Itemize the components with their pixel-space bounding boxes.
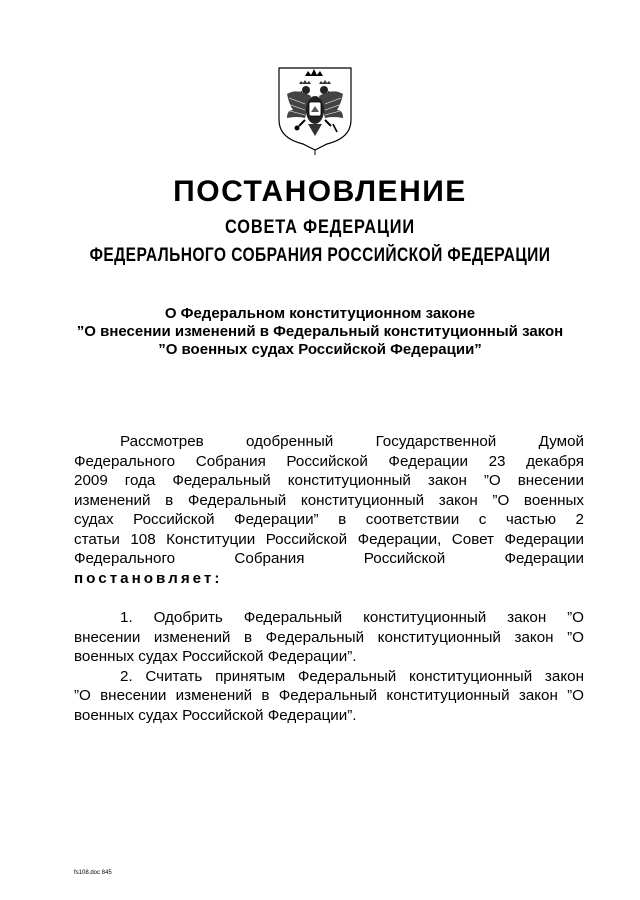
- intro-line: статьи 108 Конституции Российской Федерации, Совет Федерации: [74, 530, 584, 548]
- coat-of-arms-emblem: [275, 64, 355, 156]
- decision-item-2: [74, 667, 584, 726]
- document-subject: [0, 305, 640, 359]
- intro-line: судах Российской Федерации” в соответствии с частью 2: [74, 511, 584, 528]
- intro-line: Федерального Собрания Российской Федерации 23 декабря: [74, 452, 584, 470]
- intro-line: изменений в Федеральный конституционный закон ”О военных: [74, 491, 584, 509]
- intro-line: 2009 года Федеральный конституционный закон ”О внесении: [74, 472, 584, 489]
- organization-line-2: ФЕДЕРАЛЬНОГО СОБРАНИЯ РОССИЙСКОЙ ФЕДЕРАЦИИ: [89, 245, 551, 266]
- subject-line-1: О Федеральном конституционном законе: [164, 305, 476, 322]
- item1-line: военных судах Российской Федерации”.: [74, 648, 357, 665]
- decree-word: постановляет:: [74, 569, 223, 587]
- item1-line: внесении изменений в Федеральный конституционный закон ”О: [74, 628, 584, 646]
- item1-line: 1. Одобрить Федеральный конституционный закон ”О: [120, 609, 584, 626]
- item2-line: ”О внесении изменений в Федеральный конституционный закон ”О: [74, 687, 584, 704]
- document-type-title: ПОСТАНОВЛЕНИЕ: [173, 175, 467, 208]
- decision-item-1: [74, 608, 584, 667]
- organization-line-1: СОВЕТА ФЕДЕРАЦИИ: [225, 217, 415, 238]
- subject-line-2: ”О внесении изменений в Федеральный конституционный закон: [76, 323, 564, 340]
- intro-line: Федерального Собрания Российской Федерации: [74, 550, 584, 567]
- item2-line: 2. Считать принятым Федеральный конституционный закон: [120, 667, 584, 685]
- item2-line: военных судах Российской Федерации”.: [74, 706, 357, 724]
- document-body: [74, 432, 584, 725]
- intro-paragraph: [74, 432, 584, 588]
- footer-file-code: fs108.doc 845: [74, 870, 112, 876]
- subject-line-3: ”О военных судах Российской Федерации”: [158, 341, 482, 358]
- intro-line: Рассмотрев одобренный Государственной Думой: [120, 433, 584, 450]
